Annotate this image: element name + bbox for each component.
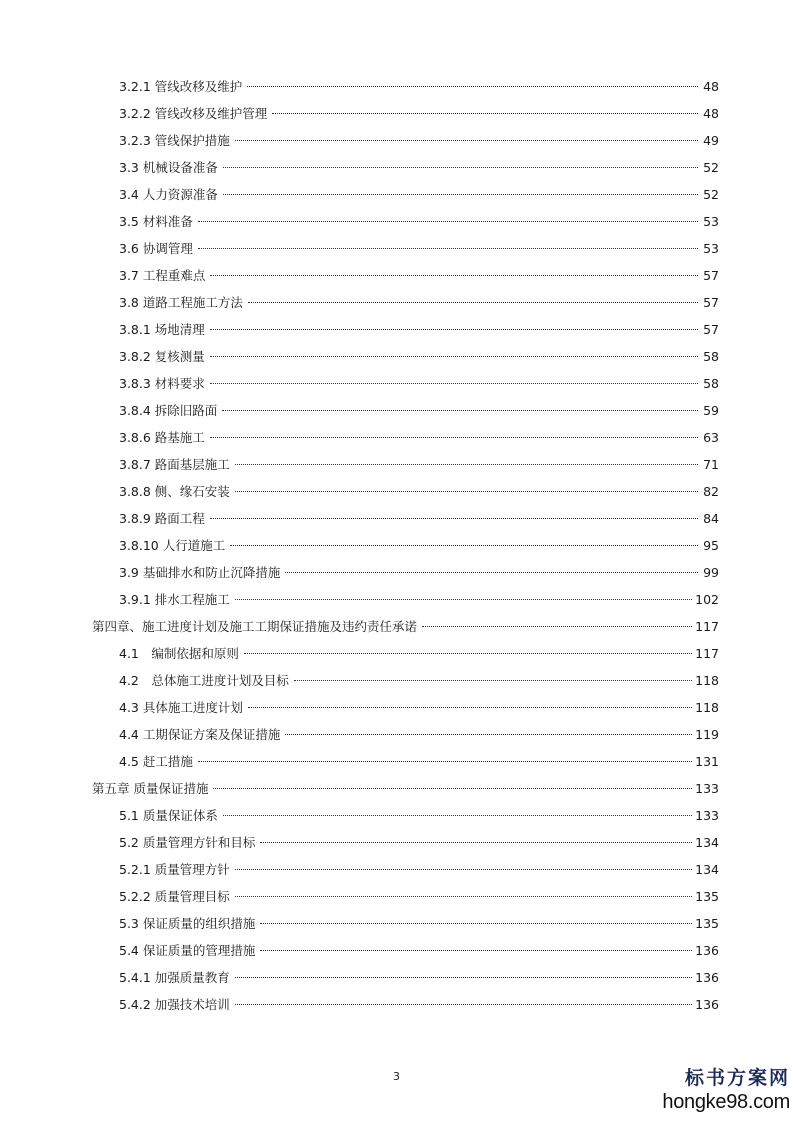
toc-entry[interactable] (119, 452, 719, 472)
dot-leader (248, 286, 698, 303)
dot-leader (260, 934, 692, 951)
toc-entry[interactable] (92, 614, 719, 634)
toc-entry-label: 5.1 质量保证体系 (119, 808, 218, 823)
toc-entry-page: 133 (695, 781, 719, 796)
toc-entry-page: 117 (695, 619, 719, 634)
toc-entry-label: 4.5 赶工措施 (119, 754, 193, 769)
toc-entry-page: 117 (695, 646, 719, 661)
toc-entry-label: 3.8.2 复核测量 (119, 349, 205, 364)
toc-entry-label: 4.1 编制依据和原则 (119, 646, 239, 661)
toc-entry[interactable] (119, 506, 719, 526)
dot-leader (223, 151, 698, 168)
toc-entry-page: 53 (703, 241, 719, 256)
toc-entry-page: 63 (703, 430, 719, 445)
watermark-logo (640, 1066, 790, 1114)
toc-entry-label: 3.8.6 路基施工 (119, 430, 205, 445)
toc-entry-label: 4.3 具体施工进度计划 (119, 700, 243, 715)
toc-entry-page: 135 (695, 889, 719, 904)
toc-entry-page: 57 (703, 322, 719, 337)
toc-entry[interactable] (119, 290, 719, 310)
dot-leader (272, 97, 698, 114)
toc-entry-page: 58 (703, 349, 719, 364)
toc-entry-page: 59 (703, 403, 719, 418)
dot-leader (198, 745, 692, 762)
toc-entry-label: 3.8 道路工程施工方法 (119, 295, 243, 310)
watermark-url: hongke98.com (662, 1091, 790, 1113)
dot-leader (223, 178, 698, 195)
dot-leader (244, 637, 692, 654)
dot-leader (210, 259, 698, 276)
toc-entry-page: 119 (695, 727, 719, 742)
toc-entry-label: 5.3 保证质量的组织措施 (119, 916, 256, 931)
dot-leader (285, 718, 692, 735)
dot-leader (260, 826, 692, 843)
toc-entry[interactable] (119, 587, 719, 607)
toc-entry-label: 3.7 工程重难点 (119, 268, 206, 283)
dot-leader (235, 988, 692, 1005)
dot-leader (198, 205, 698, 222)
toc-entry-page: 134 (695, 835, 719, 850)
toc-entry[interactable] (119, 155, 719, 175)
dot-leader (235, 124, 698, 141)
toc-entry-page: 118 (695, 673, 719, 688)
toc-entry-label: 3.8.10 人行道施工 (119, 538, 226, 553)
toc-entry[interactable] (119, 398, 719, 418)
dot-leader (210, 421, 698, 438)
toc-entry[interactable] (119, 425, 719, 445)
toc-entry-label: 4.4 工期保证方案及保证措施 (119, 727, 281, 742)
dot-leader (235, 583, 692, 600)
dot-leader (235, 961, 692, 978)
toc-entry[interactable] (119, 479, 719, 499)
toc-entry-page: 49 (703, 133, 719, 148)
toc-entry-page: 53 (703, 214, 719, 229)
toc-entry[interactable] (119, 965, 719, 985)
toc-entry-label: 5.2.1 质量管理方针 (119, 862, 230, 877)
watermark-brand: 标书方案网 (684, 1067, 790, 1089)
dot-leader (235, 448, 698, 465)
toc-entry[interactable] (119, 236, 719, 256)
toc-entry-label: 3.3 机械设备准备 (119, 160, 218, 175)
dot-leader (223, 799, 692, 816)
toc-entry-label: 3.2.1 管线改移及维护 (119, 79, 243, 94)
toc-entry[interactable] (119, 749, 719, 769)
toc-entry-label: 第五章 质量保证措施 (92, 781, 209, 796)
toc-entry-label: 5.2.2 质量管理目标 (119, 889, 230, 904)
page-number: 3 (393, 1070, 400, 1083)
toc-entry-page: 99 (703, 565, 719, 580)
toc-entry[interactable] (119, 101, 719, 121)
toc-entry-label: 3.9 基础排水和防止沉降措施 (119, 565, 281, 580)
toc-entry[interactable] (119, 128, 719, 148)
toc-entry-page: 52 (703, 187, 719, 202)
toc-entry-page: 95 (703, 538, 719, 553)
dot-leader (230, 529, 698, 546)
toc-entry-page: 133 (695, 808, 719, 823)
toc-entry-label: 5.4 保证质量的管理措施 (119, 943, 256, 958)
toc-entry-label: 5.2 质量管理方针和目标 (119, 835, 256, 850)
toc-entry[interactable] (119, 830, 719, 850)
dot-leader (198, 232, 698, 249)
toc-entry-label: 3.9.1 排水工程施工 (119, 592, 230, 607)
toc-entry-page: 84 (703, 511, 719, 526)
toc-entry[interactable] (119, 722, 719, 742)
toc-entry[interactable] (119, 641, 719, 661)
toc-entry-page: 118 (695, 700, 719, 715)
dot-leader (248, 691, 692, 708)
toc-entry-page: 102 (695, 592, 719, 607)
dot-leader (210, 313, 698, 330)
dot-leader (213, 772, 692, 789)
toc-entry-label: 3.2.2 管线改移及维护管理 (119, 106, 268, 121)
toc-entry-label: 4.2 总体施工进度计划及目标 (119, 673, 289, 688)
toc-entry-page: 131 (695, 754, 719, 769)
dot-leader (235, 853, 692, 870)
toc-entry-page: 135 (695, 916, 719, 931)
toc-entry[interactable] (119, 803, 719, 823)
dot-leader (210, 340, 698, 357)
dot-leader (210, 502, 698, 519)
toc-entry-page: 134 (695, 862, 719, 877)
toc-entry[interactable] (119, 344, 719, 364)
toc-entry-page: 82 (703, 484, 719, 499)
toc-entry-label: 3.8.9 路面工程 (119, 511, 205, 526)
toc-entry[interactable] (119, 263, 719, 283)
toc-entry-label: 第四章、施工进度计划及施工工期保证措施及违约责任承诺 (92, 619, 418, 634)
toc-entry-page: 57 (703, 268, 719, 283)
dot-leader (210, 367, 698, 384)
dot-leader (294, 664, 692, 681)
toc-entry[interactable] (119, 371, 719, 391)
toc-entry[interactable] (119, 857, 719, 877)
toc-entry-label: 3.2.3 管线保护措施 (119, 133, 230, 148)
toc-entry-page: 136 (695, 943, 719, 958)
toc-entry[interactable] (119, 938, 719, 958)
toc-entry[interactable] (119, 911, 719, 931)
toc-entry[interactable] (119, 74, 719, 94)
toc-entry[interactable] (119, 884, 719, 904)
toc-entry-label: 3.8.1 场地清理 (119, 322, 205, 337)
dot-leader (247, 70, 698, 87)
toc-entry-page: 58 (703, 376, 719, 391)
toc-entry-page: 57 (703, 295, 719, 310)
dot-leader (260, 907, 692, 924)
toc-entry[interactable] (92, 776, 719, 796)
toc-entry-label: 5.4.1 加强质量教育 (119, 970, 230, 985)
toc-entry-page: 48 (703, 106, 719, 121)
dot-leader (235, 475, 698, 492)
toc-entry-label: 3.5 材料准备 (119, 214, 193, 229)
toc-entry-page: 52 (703, 160, 719, 175)
toc-entry[interactable] (119, 560, 719, 580)
dot-leader (222, 394, 698, 411)
toc-entry[interactable] (119, 182, 719, 202)
toc-entry-page: 71 (703, 457, 719, 472)
toc-entry-page: 136 (695, 997, 719, 1012)
toc-entry-label: 3.4 人力资源准备 (119, 187, 218, 202)
toc-entry-label: 5.4.2 加强技术培训 (119, 997, 230, 1012)
dot-leader (285, 556, 698, 573)
dot-leader (422, 610, 692, 627)
toc-entry[interactable] (119, 668, 719, 688)
dot-leader (235, 880, 692, 897)
toc-entry-label: 3.6 协调管理 (119, 241, 193, 256)
toc-entry[interactable] (119, 317, 719, 337)
toc-entry-label: 3.8.4 拆除旧路面 (119, 403, 218, 418)
toc-entry-label: 3.8.8 侧、缘石安装 (119, 484, 230, 499)
toc-entry-label: 3.8.3 材料要求 (119, 376, 205, 391)
toc-entry[interactable] (119, 533, 719, 553)
toc-entry-label: 3.8.7 路面基层施工 (119, 457, 230, 472)
toc-entry[interactable] (119, 209, 719, 229)
toc-entry-page: 48 (703, 79, 719, 94)
toc-entry[interactable] (119, 992, 719, 1012)
toc-entry-page: 136 (695, 970, 719, 985)
toc-entry[interactable] (119, 695, 719, 715)
